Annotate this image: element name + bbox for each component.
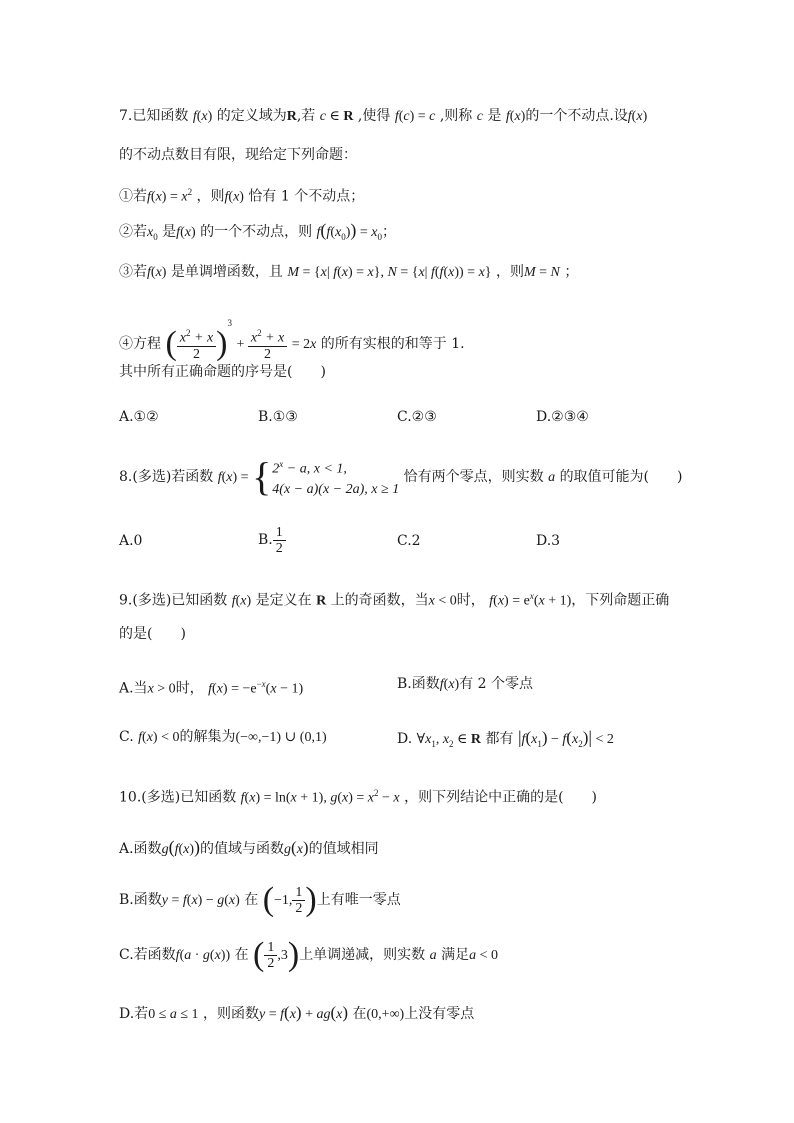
q7-text: 的一个不动点.设 — [525, 108, 628, 124]
q8-option-c[interactable]: C.2 — [397, 533, 421, 549]
q7-prop-3: ③若f(x) 是单调增函数，且 M = {x| f(x) = x}, N = {x| f(f(x)) = x} ，则M = N ； — [119, 264, 579, 280]
q7-text: ； — [564, 264, 579, 280]
q9-text: 都有 — [485, 731, 514, 747]
q9-option-c[interactable]: C. f(x) < 0的解集为(−∞,−1) ∪ (0,1) — [119, 729, 327, 745]
q7-text: ①若 — [119, 188, 147, 205]
q9-text: B.函数 — [397, 676, 440, 692]
q9-stem-line2: 的是( ) — [119, 626, 186, 642]
q9-text: C. — [119, 729, 134, 745]
q7-text: 恰有 1 个不动点； — [248, 188, 365, 205]
q8-stem: 8.(多选)若函数 f(x) = { $2^x - a$, x < 1, 4(x − a)(x − 2a), x ≥ 1 恰有两个零点，则实数 a 的取值可能为( ) — [119, 453, 683, 499]
q9-text: 时， — [456, 592, 485, 609]
q7-option-b[interactable]: B.①③ — [258, 409, 298, 425]
q7-option-a[interactable]: A.①② — [119, 409, 159, 425]
q9-option-b[interactable]: B.函数f(x)有 2 个零点 — [397, 676, 534, 692]
q10-text: 的值域与函数 — [200, 841, 285, 857]
q10-text: ，则函数 — [203, 1006, 260, 1022]
q7-text: ④方程 — [119, 336, 161, 352]
q7-text: 的定义域为 — [216, 108, 287, 124]
q10-text: 上单调递减，则实数 — [299, 947, 426, 963]
q9-text: 是定义在 — [255, 592, 312, 609]
q10-text: C.若函数 — [119, 947, 176, 963]
q9-text: ，下列命题正确 — [571, 592, 670, 609]
q7-text: ； — [382, 224, 396, 240]
q7-option-c[interactable]: C.②③ — [397, 409, 437, 425]
q10-text: 的值域相同 — [308, 841, 379, 857]
q7-text: 7.已知函数 — [119, 108, 189, 124]
q10-text: 在 — [352, 1006, 367, 1022]
q7-text: 的一个不动点，则 — [200, 224, 313, 240]
q7-option-d[interactable]: D.②③④ — [536, 409, 589, 425]
q9-option-a[interactable]: A.当x > 0时， $f(x) = -e^{-x}(x - 1)$ — [119, 679, 304, 697]
q7-text: 是单调增函数，且 — [170, 264, 283, 280]
q7-text: 是 — [162, 224, 177, 240]
q10-text: 满足 — [441, 947, 470, 963]
q7-stem-line1: 7.已知函数 f(x) 的定义域为R,若 c ∈ R ,使得 f(c) = c ,则称 c 是 f(x)的一个不动点.设f(x) — [119, 108, 648, 124]
q9-text: 时， — [175, 680, 204, 697]
q10-text: 上有唯一零点 — [316, 892, 401, 908]
q7-text: ,则称 — [439, 108, 473, 124]
q10-text: A.函数 — [119, 841, 162, 857]
q7-stem-line2: 的不动点数目有限，现给定下列命题： — [119, 147, 357, 163]
q9-text: A.当 — [119, 680, 148, 697]
q9-text: 9.(多选)已知函数 — [119, 592, 228, 609]
q10-text: 10.(多选)已知函数 — [119, 789, 237, 806]
q7-prop-1: ①若$f(x) = x^2$ ，则f(x) 恰有 1 个不动点； — [119, 187, 365, 205]
q10-text: B.函数 — [119, 892, 162, 908]
q7-text: ③若 — [119, 264, 147, 280]
q10-option-a[interactable]: A.函数g(f(x))的值域与函数g(x)的值域相同 — [119, 837, 379, 857]
q8-option-b[interactable]: B. $\frac{1}{2}$ — [258, 522, 286, 558]
q7-prop-4: ④方程 ( $\frac{x^2 + x}{2}$ )$^3$ + $\frac{x^2 + x}{2}$ = 2x 的所有实根的和等于 1. — [119, 318, 465, 362]
q10-stem: 10.(多选)已知函数 f(x) = ln(x + 1), $g(x) = x^2 - x$ ，则下列结论中正确的是( ) — [119, 788, 598, 806]
q9-stem-line1: 9.(多选)已知函数 f(x) 是定义在 R 上的奇函数，当x < 0时， $f(x) = e^x(x + 1)$，下列命题正确 — [119, 591, 670, 609]
q8-option-d[interactable]: D.3 — [536, 533, 561, 549]
q10-option-c[interactable]: C.若函数f(a · g(x)) 在 ( $\frac{1}{2}$ ,3)上单调递减，则实数 a 满足a < 0 — [119, 936, 498, 973]
q10-text: ，则下列结论中正确的是( ) — [404, 789, 598, 806]
q9-text: D. — [397, 731, 413, 747]
q7-text: ②若 — [119, 224, 147, 240]
q8-text: 的取值可能为( ) — [559, 468, 683, 485]
q10-text: 在 — [234, 947, 249, 963]
q8-text: 恰有两个零点，则实数 — [403, 468, 544, 485]
q9-text: 上的奇函数，当 — [330, 592, 429, 609]
q8-option-a[interactable]: A.0 — [119, 533, 143, 549]
q7-text: ，则 — [495, 264, 524, 280]
q9-option-d[interactable]: D. $\forall x_1$, $x_2$ ∈ R 都有 $|f(x_1) - f(x_2)| < 2$ — [397, 727, 614, 749]
q10-text: 上没有零点 — [404, 1006, 475, 1022]
q9-text: 有 2 个零点 — [459, 676, 534, 692]
q10-text: D.若 — [119, 1006, 149, 1022]
q8-option-b-label: B. — [258, 532, 273, 548]
q7-text: 的所有实根的和等于 1. — [320, 336, 465, 352]
q7-text: ，则 — [196, 188, 225, 205]
q7-text: 是 — [487, 108, 502, 124]
q7-text: ,若 — [296, 108, 316, 124]
q9-text: 的解集为 — [179, 729, 236, 745]
q7-ask: 其中所有正确命题的序号是( ) — [119, 364, 326, 380]
q10-option-b[interactable]: B.函数y = f(x) − g(x) 在 (−1, $\frac{1}{2}$ )上有唯一零点 — [119, 881, 401, 918]
q7-prop-2: ②若$x_0$ 是f(x) 的一个不动点，则 $f(f(x_0)) = x_0$； — [119, 220, 396, 242]
q7-text: ,使得 — [357, 108, 391, 124]
q10-text: 在 — [244, 892, 259, 908]
q10-option-d[interactable]: D.若0 ≤ a ≤ 1 ，则函数y = f(x) + ag(x) 在(0,+∞)上没有零点 — [119, 1003, 475, 1022]
q8-text: 8.(多选)若函数 — [119, 468, 214, 485]
